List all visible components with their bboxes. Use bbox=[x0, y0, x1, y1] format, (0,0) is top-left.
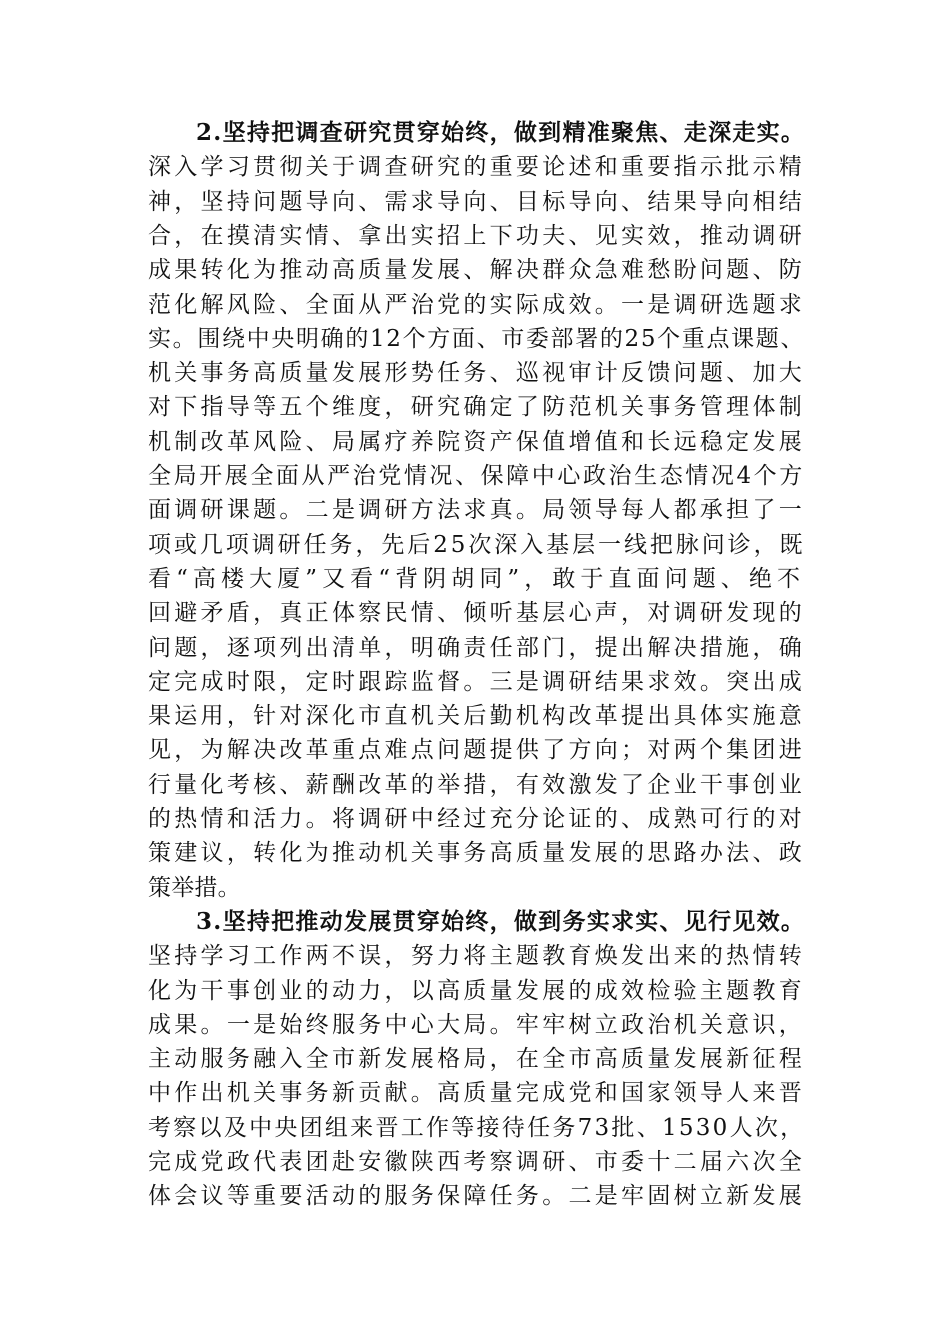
body-text-line: 策建议，转化为推动机关事务高质量发展的思路办法、政 bbox=[148, 840, 805, 867]
body-text-line: 主动服务融入全市新发展格局，在全市高质量发展新征程 bbox=[148, 1046, 805, 1073]
body-text-line: 范化解风险、全面从严治党的实际成效。一是调研选题求 bbox=[148, 291, 805, 318]
body-text-line: 化为干事创业的动力，以高质量发展的成效检验主题教育 bbox=[148, 977, 805, 1004]
body-text-line: 坚持学习工作两不误，努力将主题教育焕发出来的热情转 bbox=[148, 943, 805, 970]
body-text-line: 神，坚持问题导向、需求导向、目标导向、结果导向相结 bbox=[148, 188, 805, 215]
body-text-line: 实。围绕中央明确的12个方面、市委部署的25个重点课题、 bbox=[148, 325, 806, 352]
body-text-line: 看“高楼大厦”又看“背阴胡同”，敢于直面问题、绝不 bbox=[148, 565, 806, 592]
body-text-line: 项或几项调研任务，先后25次深入基层一线把脉问诊，既 bbox=[148, 531, 806, 558]
body-text-line: 行量化考核、薪酬改革的举措，有效激发了企业干事创业 bbox=[148, 771, 805, 798]
body-text-line: 深入学习贯彻关于调查研究的重要论述和重要指示批示精 bbox=[148, 154, 805, 181]
body-text-line: 定完成时限，定时跟踪监督。三是调研结果求效。突出成 bbox=[148, 668, 805, 695]
body-text-line: 机关事务高质量发展形势任务、巡视审计反馈问题、加大 bbox=[148, 360, 805, 387]
body-text-line: 的热情和活力。将调研中经过充分论证的、成熟可行的对 bbox=[148, 806, 805, 832]
body-text-line: 合，在摸清实情、拿出实招上下功夫、见实效，推动调研 bbox=[148, 222, 805, 249]
body-text-line: 果运用，针对深化市直机关后勤机构改革提出具体实施意 bbox=[148, 703, 805, 730]
body-text-line: 对下指导等五个维度，研究确定了防范机关事务管理体制 bbox=[148, 394, 805, 421]
body-text-line: 中作出机关事务新贡献。高质量完成党和国家领导人来晋 bbox=[148, 1080, 805, 1107]
body-text-line: 成果。一是始终服务中心大局。牢牢树立政治机关意识， bbox=[148, 1011, 805, 1038]
body-text-line: 全局开展全面从严治党情况、保障中心政治生态情况4个方 bbox=[148, 463, 805, 489]
body-text-line: 考察以及中央团组来晋工作等接待任务73批、1530人次， bbox=[148, 1114, 806, 1141]
body-text-line: 面调研课题。二是调研方法求真。局领导每人都承担了一 bbox=[148, 497, 805, 524]
section-heading: 2.坚持把调查研究贯穿始终，做到精准聚焦、走深走实。 bbox=[196, 119, 806, 146]
body-text-line: 体会议等重要活动的服务保障任务。二是牢固树立新发展 bbox=[148, 1183, 805, 1210]
body-text-line: 问题，逐项列出清单，明确责任部门，提出解决措施，确 bbox=[148, 634, 805, 661]
body-text-line: 完成党政代表团赴安徽陕西考察调研、市委十二届六次全 bbox=[148, 1149, 805, 1175]
body-text-line: 回避矛盾，真正体察民情、倾听基层心声，对调研发现的 bbox=[148, 600, 805, 627]
body-text-line: 策举措。 bbox=[148, 874, 241, 901]
body-text-line: 机制改革风险、局属疗养院资产保值增值和长远稳定发展 bbox=[148, 428, 805, 455]
section-heading: 3.坚持把推动发展贯穿始终，做到务实求实、见行见效。 bbox=[196, 907, 806, 935]
body-text-line: 见，为解决改革重点难点问题提供了方向；对两个集团进 bbox=[148, 737, 805, 764]
body-text-line: 成果转化为推动高质量发展、解决群众急难愁盼问题、防 bbox=[148, 257, 805, 284]
